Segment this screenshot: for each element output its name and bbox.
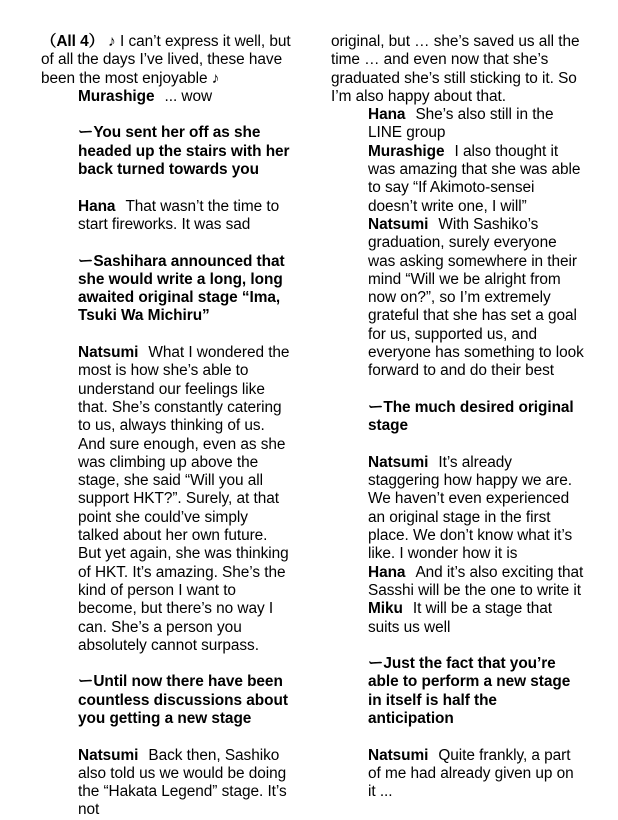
- speaker-name: Natsumi: [368, 215, 429, 233]
- speaker-name: Natsumi: [78, 344, 139, 362]
- interview-question: ーYou sent her off as she headed up the stairs with her back turned towards you: [78, 124, 290, 179]
- interview-question: ーUntil now there have been countless discussions about you getting a new stage: [78, 673, 288, 727]
- speaker-name: Hana: [368, 106, 406, 124]
- dialogue-miku: [331, 600, 584, 637]
- speaker-name: Hana: [78, 197, 116, 215]
- dialogue-natsumi: [41, 344, 291, 655]
- speaker-name: Natsumi: [78, 746, 139, 764]
- speaker-name: Murashige: [78, 87, 155, 105]
- dialogue-natsumi: [41, 747, 291, 820]
- speaker-name: Hana: [368, 563, 406, 581]
- dialogue-text: Quite frankly, a part of me had already given up on it ...: [368, 746, 574, 801]
- dialogue-text: She’s also still in the LINE group: [368, 106, 554, 142]
- dialogue-text: ... wow: [164, 87, 213, 105]
- dialogue-text: It will be a stage that suits us well: [368, 600, 553, 636]
- dialogue-hana: [331, 106, 584, 143]
- left-column: [41, 33, 291, 820]
- dialogue-natsumi: [331, 216, 584, 381]
- dialogue-murashige: [41, 88, 291, 106]
- dialogue-natsumi: [331, 454, 584, 564]
- speaker-name: Natsumi: [368, 746, 429, 764]
- dialogue-text: Back then, Sashiko also told us we would be doing the “Hakata Legend” stage. It’s not: [78, 746, 287, 819]
- dialogue-text: With Sashiko’s graduation, surely everyone was asking somewhere in their mind “Will we be alright from now on?”, so I’m extremely grateful that she has set a goal for us, supported us, and everyone has something to look forward to and do their best: [368, 215, 584, 380]
- right-column: [331, 33, 584, 801]
- dialogue-text: I also thought it was amazing that she was able to say “If Akimoto-sensei doesn’t write one, I will”: [368, 142, 581, 215]
- dialogue-text: What I wondered the most is how she’s able to understand our feelings like that. She’s constantly catering to us, always thinking of us. And sure enough, even as she was climbing up above the stage, she said “Will you all support HKT?”. Surely, at that point she could’ve simply talked about her own future. But yet again, she was thinking of HKT. It’s amazing. She’s the kind of person I want to become, but there’s no way I can. She’s a person you absolutely cannot surpass.: [78, 344, 290, 654]
- all4-lyric-text: ♪ I can’t express it well, but of all the days I’ve lived, these have been the most enjoyable ♪: [41, 33, 291, 87]
- dialogue-hana: [331, 564, 584, 601]
- all4-tag: （All 4）: [41, 33, 104, 50]
- speaker-name: Natsumi: [368, 453, 429, 471]
- dialogue-murashige: [331, 143, 584, 216]
- dialogue-text: And it’s also exciting that Sasshi will be the one to write it: [368, 563, 584, 599]
- interview-question: ーJust the fact that you’re able to perform a new stage in itself is half the anticipation: [368, 655, 571, 727]
- dialogue-text: It’s already staggering how happy we are. We haven’t even experienced an original stage in the first place. We don’t know what it’s like. I wonder how it is: [368, 453, 573, 563]
- interview-question: ーSashihara announced that she would write a long, long awaited original stage “Ima, Tsuki Wa Michiru”: [78, 252, 285, 325]
- speaker-name: Murashige: [368, 142, 445, 160]
- speaker-name: Miku: [368, 600, 403, 618]
- dialogue-hana: [41, 198, 291, 235]
- dialogue-natsumi: [331, 747, 584, 802]
- interview-question: ーThe much desired original stage: [368, 398, 574, 435]
- dialogue-continuation: original, but … she’s saved us all the time … and even now that she’s graduated she’s still sticking to it. So I’m also happy about that.: [331, 33, 580, 105]
- all4-lyric: [41, 33, 291, 88]
- dialogue-text: That wasn’t the time to start fireworks. It was sad: [78, 197, 280, 233]
